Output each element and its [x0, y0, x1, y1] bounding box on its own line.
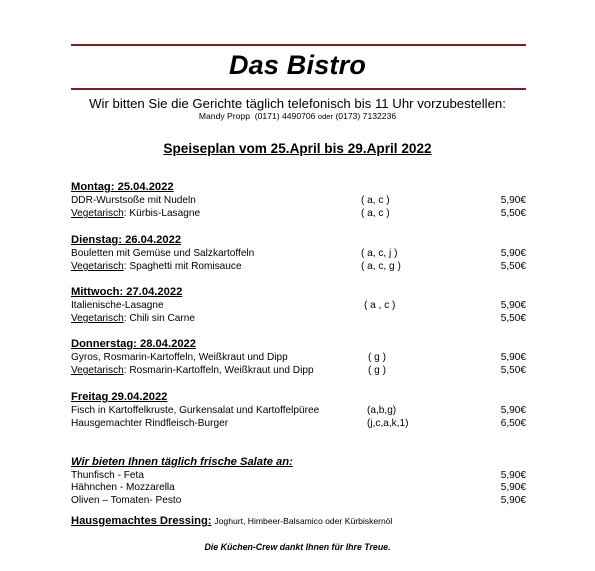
vegetarian-label: Vegetarisch	[71, 365, 124, 376]
price: 5,50€	[500, 208, 526, 219]
menu-plan-title: Speiseplan vom 25.April bis 29.April 2022	[163, 141, 432, 156]
dish-name: Hausgemachter Rindfleisch-Burger	[71, 418, 229, 429]
price: 5,90€	[500, 495, 526, 506]
price: 5,90€	[500, 248, 526, 259]
vegetarian-label: Vegetarisch	[71, 261, 124, 272]
menu-row	[71, 195, 526, 208]
price: 5,50€	[500, 365, 526, 376]
price: 5,50€	[500, 261, 526, 272]
dish-name: Gyros, Rosmarin-Kartoffeln, Weißkraut und Dipp	[71, 352, 288, 363]
day-heading-thursday: Donnerstag: 28.04.2022	[71, 338, 196, 350]
allergen-codes: ( a, c )	[361, 195, 390, 206]
day-heading-monday: Montag: 25.04.2022	[71, 181, 174, 193]
price: 5,90€	[500, 405, 526, 416]
dressing-label: Hausgemachtes Dressing:	[71, 515, 212, 527]
day-heading-tuesday: Dienstag: 26.04.2022	[71, 234, 182, 246]
salads-heading: Wir bieten Ihnen täglich frische Salate an:	[71, 456, 293, 468]
allergen-codes: ( g )	[368, 365, 386, 376]
menu-row-vegetarian: Vegetarisch: Chili sin Carne 5,50€	[71, 313, 526, 324]
dish-name: Rosmarin-Kartoffeln, Weißkraut und Dipp	[129, 365, 314, 376]
top-rule	[71, 44, 526, 46]
page-title: Das Bistro	[228, 50, 367, 80]
contact-phone-1: (0171) 4490706	[254, 111, 316, 121]
day-heading-wednesday: Mittwoch: 27.04.2022	[71, 286, 183, 298]
dish-name: Oliven – Tomaten- Pesto	[71, 495, 182, 506]
price: 5,90€	[500, 300, 526, 311]
price: 6,50€	[500, 418, 526, 429]
dish-name: Fisch in Kartoffelkruste, Gurkensalat und Kartoffelpüree	[71, 405, 320, 416]
vegetarian-label: Vegetarisch	[71, 313, 124, 324]
dish-name: Italienische-Lasagne	[71, 300, 164, 311]
dish-name: Kürbis-Lasagne	[129, 208, 201, 219]
dish-name: Spaghetti mit Romisauce	[129, 261, 242, 272]
price: 5,90€	[500, 470, 526, 481]
menu-row	[71, 405, 526, 418]
price: 5,90€	[500, 482, 526, 493]
thank-you-note: Die Küchen-Crew dankt Ihnen für Ihre Treue.	[204, 542, 391, 552]
title-underline-rule	[71, 88, 526, 90]
allergen-codes: ( a, c, g )	[361, 261, 401, 272]
day-heading-friday: Freitag 29.04.2022	[71, 391, 168, 403]
price: 5,90€	[500, 195, 526, 206]
salad-row	[71, 495, 526, 508]
salad-row	[71, 482, 526, 495]
dish-name: DDR-Wurstsoße mit Nudeln	[71, 195, 196, 206]
contact-name: Mandy Propp	[198, 111, 250, 121]
dish-name: Thunfisch - Feta	[71, 470, 144, 481]
allergen-codes: (a,b,g)	[367, 405, 397, 416]
menu-row-vegetarian: Vegetarisch: Spaghetti mit Romisauce ( a, c, g ) 5,50€	[71, 261, 526, 272]
dish-name: Chili sin Carne	[129, 313, 195, 324]
allergen-codes: ( a , c )	[364, 300, 396, 311]
price: 5,50€	[500, 313, 526, 324]
menu-row	[71, 300, 526, 313]
dish-name: Hähnchen - Mozzarella	[71, 482, 175, 493]
vegetarian-label: Vegetarisch	[71, 208, 124, 219]
contact-line	[0, 111, 595, 121]
contact-or: oder	[317, 112, 334, 121]
allergen-codes: ( a, c, j )	[361, 248, 398, 259]
price: 5,90€	[500, 352, 526, 363]
contact-phone-2: (0173) 7132236	[335, 111, 397, 121]
allergen-codes: ( a, c )	[361, 208, 390, 219]
menu-row-vegetarian: Vegetarisch: Rosmarin-Kartoffeln, Weißkraut und Dipp ( g ) 5,50€	[71, 365, 526, 376]
dressing-line	[71, 515, 393, 527]
menu-row	[71, 352, 526, 365]
menu-row	[71, 418, 526, 431]
dressing-options: Joghurt, Himbeer-Balsamico oder Kürbiskernöl	[214, 516, 393, 526]
order-instructions: Wir bitten Sie die Gerichte täglich telefonisch bis 11 Uhr vorzubestellen:	[89, 96, 506, 111]
allergen-codes: ( g )	[368, 352, 386, 363]
allergen-codes: (j,c,a,k,1)	[367, 418, 409, 429]
dish-name: Bouletten mit Gemüse und Salzkartoffeln	[71, 248, 255, 259]
menu-row-vegetarian: Vegetarisch: Kürbis-Lasagne ( a, c ) 5,50€	[71, 208, 526, 219]
menu-row	[71, 248, 526, 261]
